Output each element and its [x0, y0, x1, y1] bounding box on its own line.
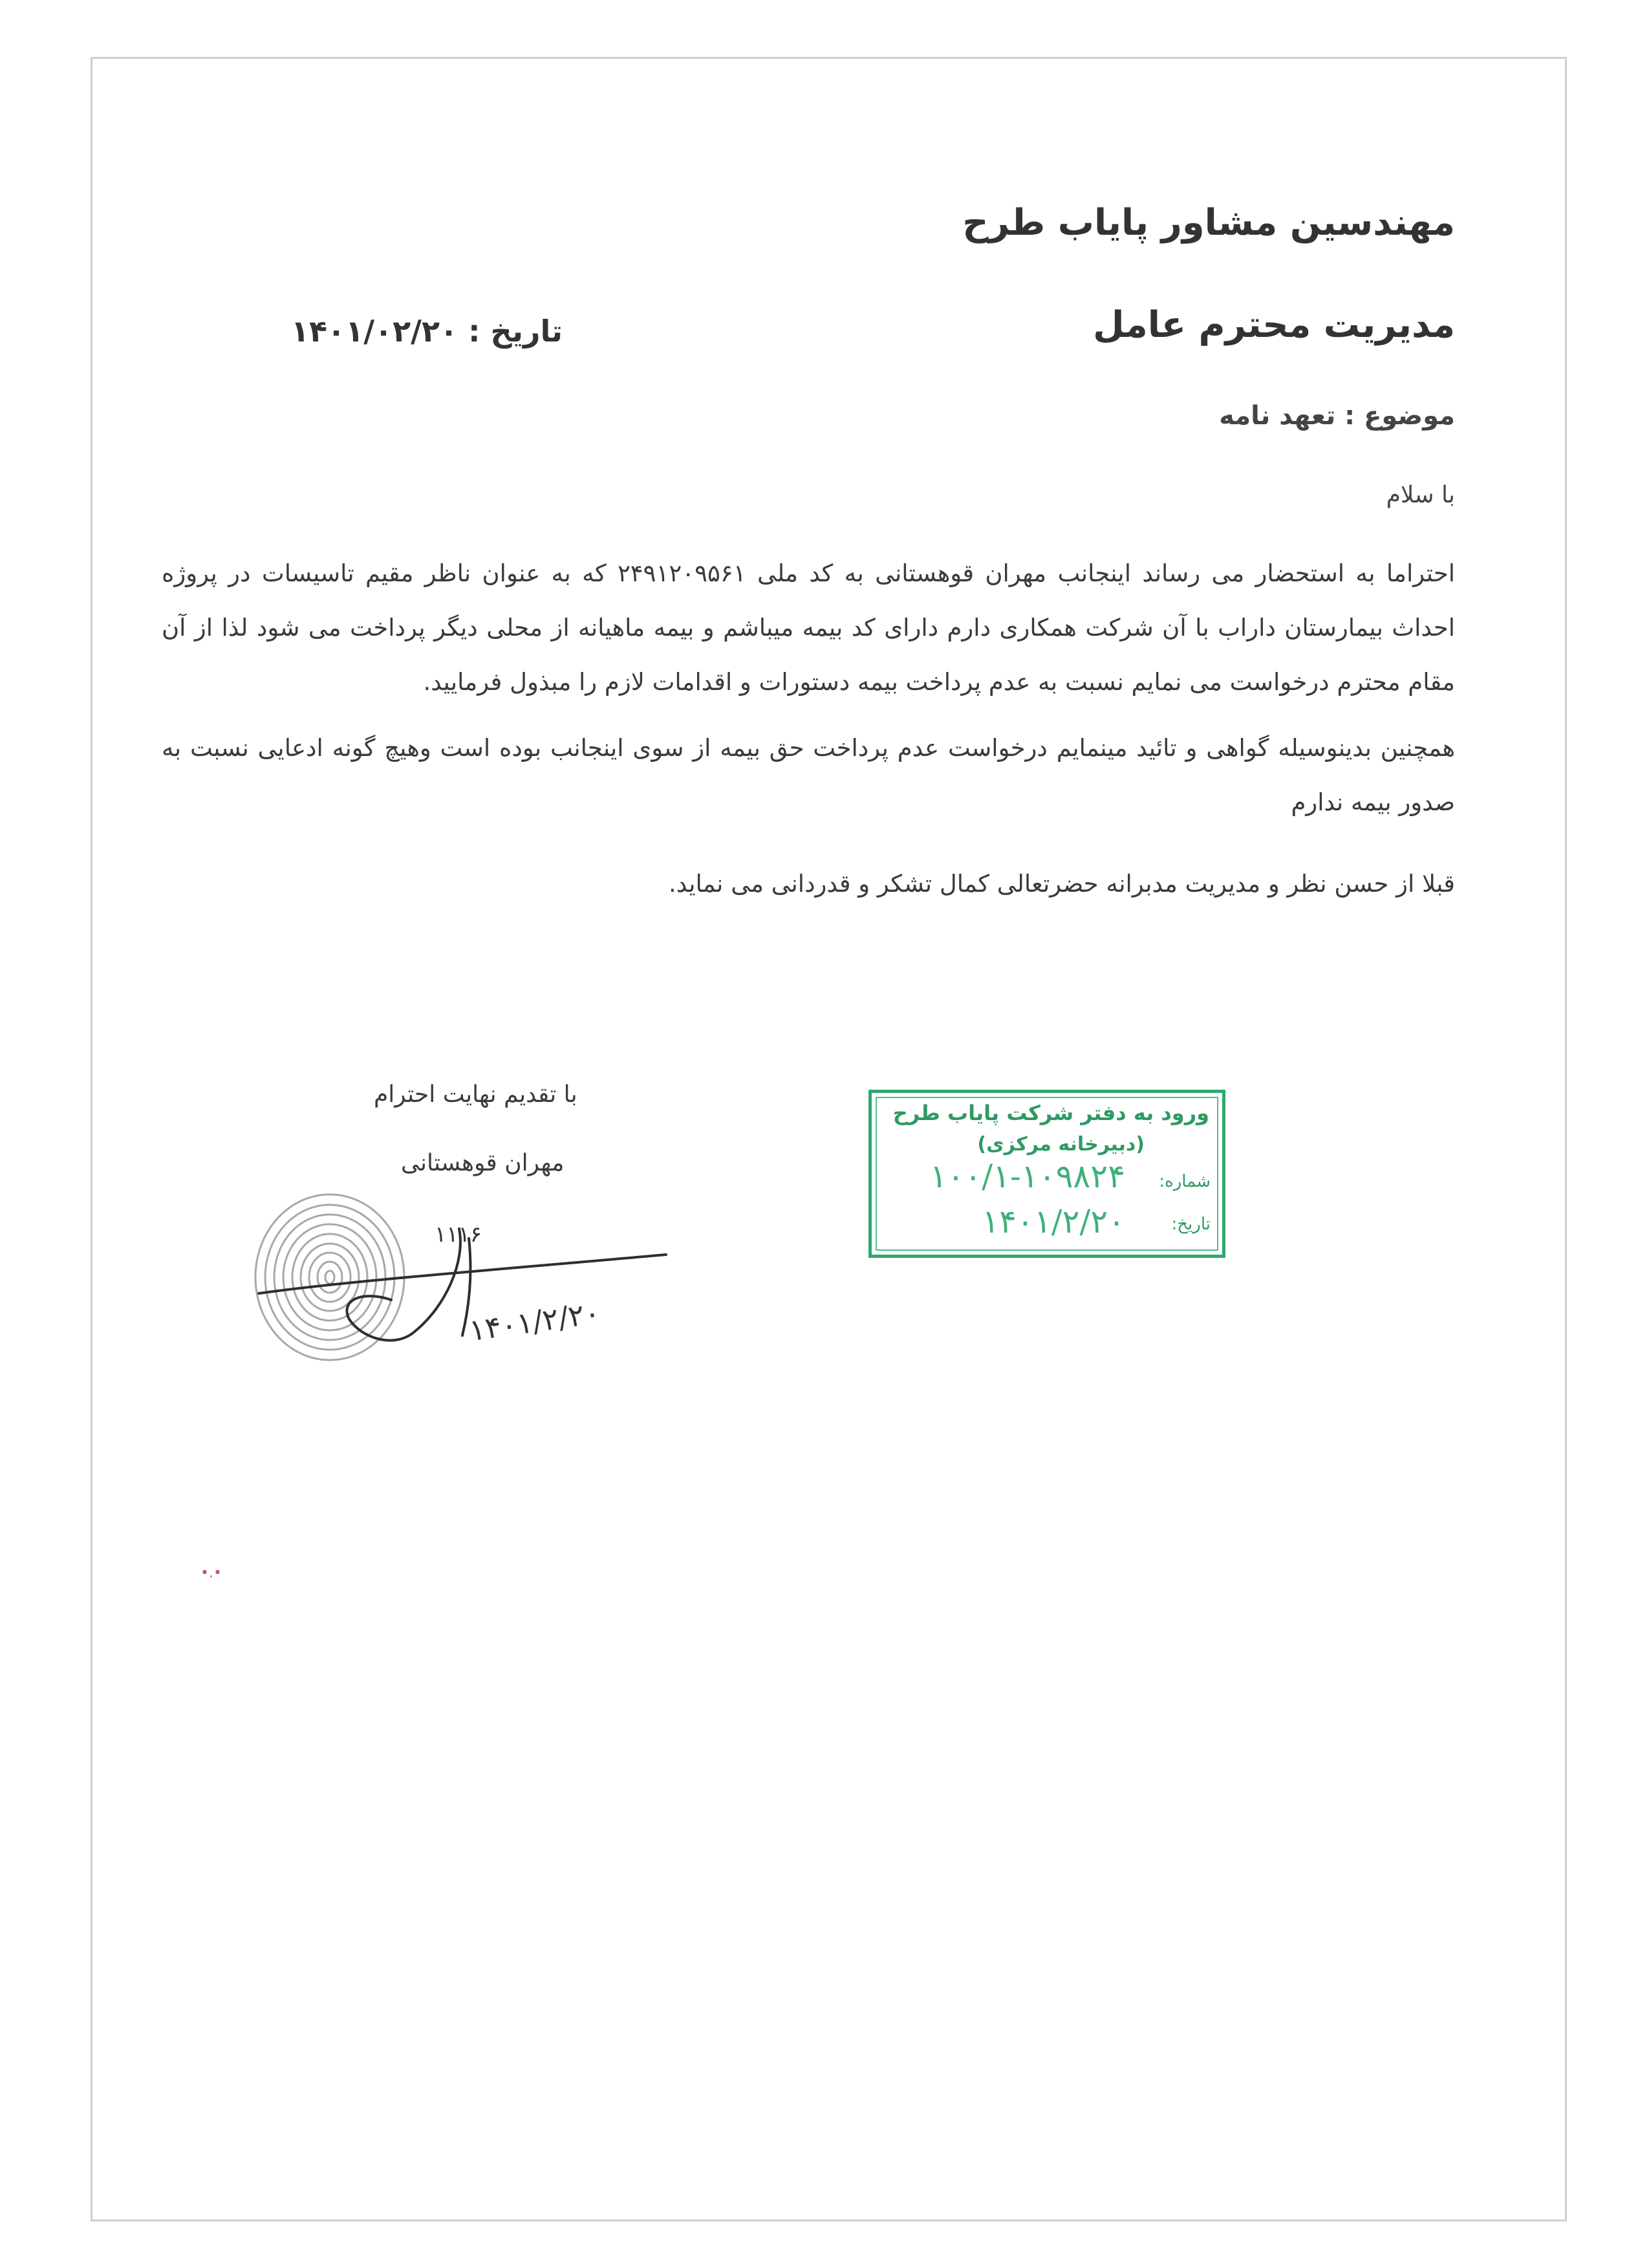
greeting: با سلام — [1386, 482, 1455, 508]
signature-mark: ۱۱۱۶ — [434, 1222, 482, 1247]
stamp-number-value: ۱۰۰/۱-۱۰۹۸۲۴ — [929, 1158, 1125, 1195]
pink-ink-mark: •.• — [200, 1565, 222, 1581]
body-paragraph-1: احتراما به استحضار می رساند اینجانب مهران قوهستانی به کد ملی ۲۴۹۱۲۰۹۵۶۱ که به عنوان ناظر مقیم تاسیسات در پروژه احداث بیمارستان داراب با آن شرکت همکاری دارم دارای کد بیمه میباشم و بیمه ماهیانه از محلی دیگر پرداخت می شود لذا از آن مقام محترم درخواست می نمایم نسبت به عدم پرداخت بیمه دستورات و اقدامات لازم را مبذول فرمایید. — [162, 559, 1456, 696]
letter-date — [291, 314, 563, 349]
stamp-title: ورود به دفتر شرکت پایاب طرح — [892, 1101, 1209, 1125]
receipt-stamp — [868, 1090, 1225, 1258]
body-paragraph-3: قبلا از حسن نظر و مدیریت مدبرانه حضرتعالی کمال تشکر و قدردانی می نماید. — [669, 870, 1455, 898]
closing-line: با تقدیم نهایت احترام — [374, 1081, 577, 1108]
stamp-date-label: تاریخ: — [1171, 1215, 1211, 1234]
stamp-subtitle: (دبیرخانه مرکزی) — [977, 1133, 1145, 1156]
frame-right — [1565, 57, 1567, 2220]
stamp-number-label: شماره: — [1159, 1172, 1211, 1191]
recipient: مدیریت محترم عامل — [1093, 304, 1455, 346]
signature-graphic — [252, 1203, 673, 1371]
subject-line: موضوع : تعهد نامه — [1219, 401, 1455, 431]
signer-name: مهران قوهستانی — [401, 1150, 565, 1176]
company-name: مهندسین مشاور پایاب طرح — [962, 202, 1455, 244]
date-label: تاریخ : — [468, 314, 563, 349]
date-value: ۱۴۰۱/۰۲/۲۰ — [290, 314, 458, 349]
frame-left — [91, 57, 92, 2220]
frame-top — [91, 57, 1565, 59]
signature-date: ۱۴۰۱/۲/۲۰ — [467, 1295, 603, 1348]
body-paragraph-2: همچنین بدینوسیله گواهی و تائید مینمایم درخواست عدم پرداخت حق بیمه از سوی اینجانب بوده است وهیچ گونه ادعایی نسبت به صدور بیمه ندارم — [162, 734, 1455, 816]
frame-bottom — [91, 2219, 1567, 2221]
stamp-date-value: ۱۴۰۱/۲/۲۰ — [982, 1203, 1125, 1240]
